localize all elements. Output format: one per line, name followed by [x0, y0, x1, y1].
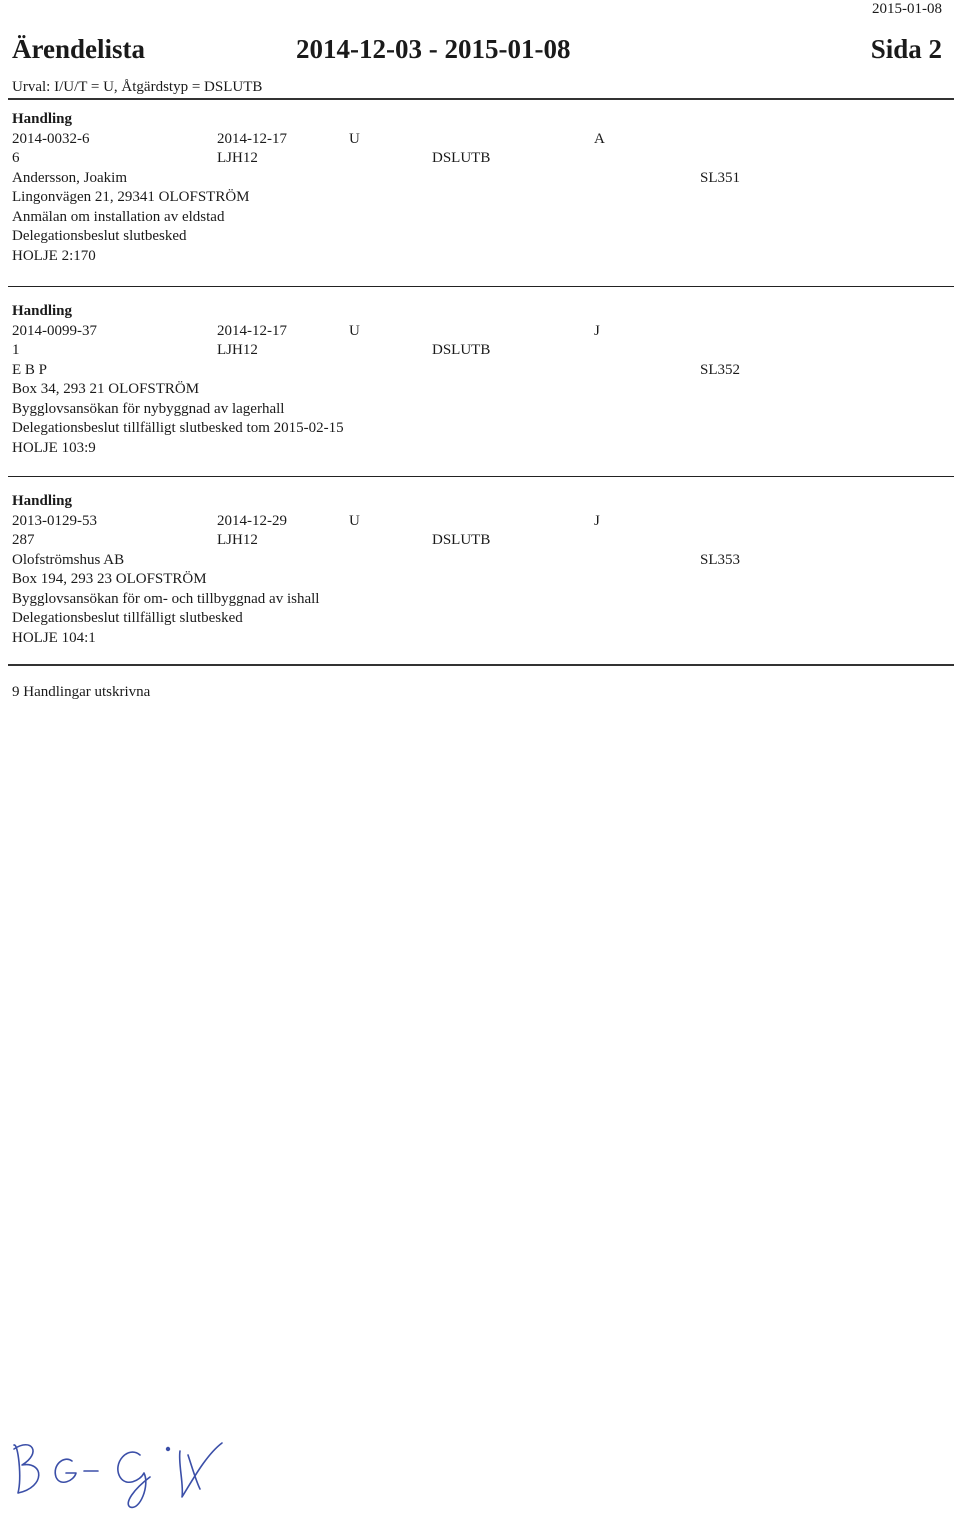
record-date: 2014-12-29: [217, 512, 287, 529]
sl-code: SL352: [700, 361, 741, 378]
subject: Bygglovsansökan för nybyggnad av lagerhall: [12, 400, 285, 417]
record-label: Handling: [12, 111, 73, 127]
filter-criteria: Urval: I/U/T = U, Åtgärdstyp = DSLUTB: [12, 79, 263, 95]
record-1: [12, 110, 952, 266]
sl-code: SL353: [700, 551, 741, 568]
status-flag: A: [594, 130, 605, 147]
property-designation: HOLJE 103:9: [12, 439, 96, 456]
property-designation: HOLJE 104:1: [12, 629, 96, 646]
header-divider: [8, 98, 954, 100]
record-date: 2014-12-17: [217, 322, 287, 339]
party-name: E B P: [12, 361, 48, 378]
sl-code: SL351: [700, 169, 741, 186]
status-flag: J: [594, 322, 600, 339]
print-date: 2015-01-08: [872, 1, 942, 17]
handler: LJH12: [217, 150, 258, 166]
case-number: 2014-0099-37: [12, 322, 97, 339]
record-divider: [8, 476, 954, 477]
direction: U: [349, 512, 360, 529]
property-designation: HOLJE 2:170: [12, 247, 96, 264]
direction: U: [349, 130, 360, 147]
handwritten-signature: [0, 1415, 260, 1515]
handler: LJH12: [217, 532, 258, 548]
status-flag: J: [594, 512, 600, 529]
party-address: Box 34, 293 21 OLOFSTRÖM: [12, 381, 200, 397]
decision: Delegationsbeslut tillfälligt slutbesked tom 2015-02-15: [12, 420, 344, 436]
record-divider: [8, 286, 954, 287]
case-number: 2014-0032-6: [12, 130, 90, 147]
summary-count: 9 Handlingar utskrivna: [12, 684, 151, 700]
direction: U: [349, 322, 360, 339]
document-number: 1: [12, 342, 20, 358]
record-label: Handling: [12, 493, 73, 509]
action-type: DSLUTB: [432, 150, 491, 166]
action-type: DSLUTB: [432, 342, 491, 358]
subject: Anmälan om installation av eldstad: [12, 208, 225, 225]
record-3: [12, 492, 952, 648]
party-address: Lingonvägen 21, 29341 OLOFSTRÖM: [12, 189, 250, 205]
document-number: 6: [12, 150, 20, 166]
handler: LJH12: [217, 342, 258, 358]
action-type: DSLUTB: [432, 532, 491, 548]
subject: Bygglovsansökan för om- och tillbyggnad av ishall: [12, 590, 320, 607]
decision: Delegationsbeslut tillfälligt slutbesked: [12, 610, 243, 626]
party-name: Andersson, Joakim: [12, 169, 127, 186]
date-range: 2014-12-03 - 2015-01-08: [296, 34, 571, 64]
list-end-divider: [8, 664, 954, 666]
report-title: Ärendelista: [12, 34, 145, 64]
decision: Delegationsbeslut slutbesked: [12, 228, 187, 244]
record-2: [12, 302, 952, 458]
party-address: Box 194, 293 23 OLOFSTRÖM: [12, 571, 207, 587]
case-number: 2013-0129-53: [12, 512, 97, 529]
page-number: Sida 2: [870, 34, 942, 64]
document-number: 287: [12, 532, 35, 548]
party-name: Olofströmshus AB: [12, 551, 125, 568]
record-label: Handling: [12, 303, 73, 319]
record-date: 2014-12-17: [217, 130, 287, 147]
